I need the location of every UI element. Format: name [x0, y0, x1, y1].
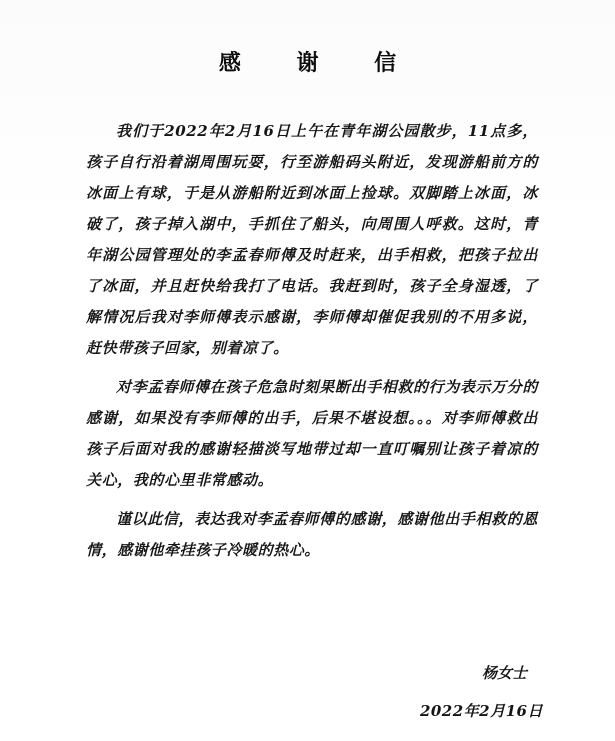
paragraph-2: 对李孟春师傅在孩子危急时刻果断出手相救的行为表示万分的感谢，如果没有李师傅的出手，后果不堪设想。。。对李师傅救出孩子后面对我的感谢轻描淡写地带过却一直叮嘱别让孩子着凉的关心，我的心里非常感动。 [86, 378, 538, 489]
letter-body [86, 116, 538, 566]
letter-title: 感 谢 信 [218, 50, 421, 76]
paragraph-1: 我们于2022年2月16日上午在青年湖公园散步，11点多，孩子自行沿着湖周围玩耍，行至游船码头附近，发现游船前方的冰面上有球，于是从游船附近到冰面上捡球。双脚踏上冰面，冰破了，孩子掉入湖中，手抓住了船头，向周围人呼救。这时，青年湖公园管理处的李孟春师傅及时赶来，出手相救，把孩子拉出了冰面，并且赶快给我打了电话。我赶到时，孩子全身湿透，了解情况后我对李师傅表示感谢，李师傅却催促我别的不用多说，赶快带孩子回家，别着凉了。 [86, 122, 538, 357]
paragraph-3: 谨以此信，表达我对李孟春师傅的感谢，感谢他出手相救的恩情，感谢他牵挂孩子冷暖的热心。 [86, 510, 538, 559]
letter-date: 2022年2月16日 [419, 702, 543, 720]
signature: 杨女士 [481, 664, 527, 682]
